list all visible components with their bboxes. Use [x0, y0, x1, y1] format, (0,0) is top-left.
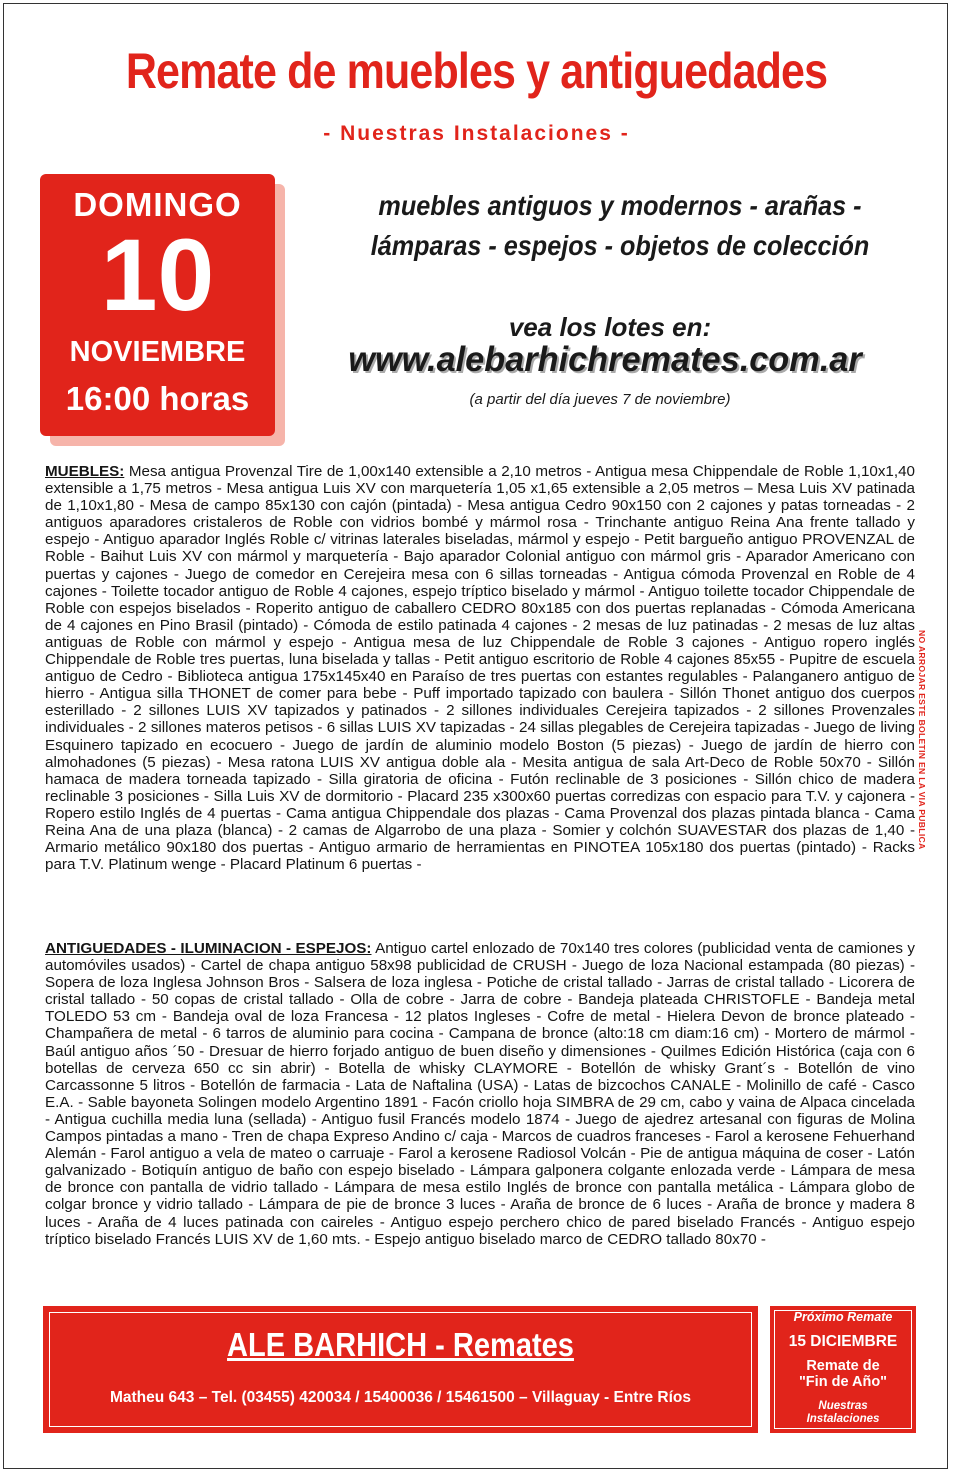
date-box [40, 174, 275, 436]
lots-prompt: vea los lotes en: [508, 312, 712, 342]
lots-url-note: (a partir del día jueves 7 de noviembre) [469, 391, 731, 408]
footer-banner [43, 1306, 758, 1433]
next-auction-event-line-2: "Fin de Año" [798, 1374, 888, 1390]
footer-title: ALE BARHICH - Remates [227, 1326, 574, 1363]
date-day: DOMINGO [73, 186, 242, 223]
page-subtitle: - Nuestras Instalaciones - [323, 122, 630, 145]
muebles-section [45, 463, 915, 873]
muebles-heading: MUEBLES: [45, 463, 125, 480]
next-auction-date: 15 DICIEMBRE [788, 1333, 898, 1350]
next-auction-place-line-1: Nuestras [818, 1400, 868, 1412]
side-note [917, 630, 933, 900]
page-title: Remate de muebles y antiguedades [125, 43, 828, 99]
muebles-text: Mesa antigua Provenzal Tire de 1,00x140 extensible a 2,10 metros - Antigua mesa Chippendale de Roble 1,10x1,40 extensible a 1,75 metros - Mesa antigua Luis XV con marquetería 1,05 x1,65 extensible a 2,05 metros – Mesa Luis XV patinada de 1,10x1,80 - Mesa de campo 85x130 con cajón (pintada) - Mesa antigua Cedro 90x150 con 2 cajones y patas torneadas - 2 antiguos aparadores cristaleros de Roble con vidrios bombé y mármol rosa - Trinchante antiguo Reina Ana frente tallado y espejo - Antiguo aparador Inglés Roble c/ vitrinas laterales biseladas, mármol y espejo - Petit bargueño antiguo PROVENZAL de Roble - Baihut Luis XV con mármol y marquetería - Bajo aparador Colonial antiguo con mármol gris - Aparador Americano con puertas y cajones - Juego de comedor en Cerejeira mesa con 6 sillas torneadas - Antigua cómoda Provenzal en Roble de 4 cajones - Toilette tocador antiguo de Roble 4 cajones, espejo tríptico biselado y mármol - Antiguo toilette tocador Chippendale de Roble con espejos biselados - Roperito antiguo de caballero CEDRO 80x185 con dos puertas replanadas - Cómoda Americana de 4 cajones en Pino Brasil (pintado) - Cómoda de estilo patinada 4 cajones - 2 mesas de luz patinadas - 2 mesas de luz altas antiguas de Roble con mármol y espejo - Antigua mesa de luz Chippendale de Roble 3 cajones - Antiguo ropero inglés Chippendale de Roble tres puertas, luna biselada y tallas - Petit antiguo escritorio de Roble 4 cajones 85x55 - Pupitre de escuela antiguo de Cedro - Biblioteca antigua 175x145x40 en Paraíso de tres puertas con estantes regulables - Palanganero antiguo de hierro - Antigua silla THONET de comer para bebe - Puff importado tapizado con baulera - Sillón Thonet antiguo dos cuerpos esterillado - 2 sillones LUIS XV tapizados y patinados - 2 sillones individuales Cerejeira tapizados - 2 sillones Provenzales individuales - 2 sillones materos petisos - 6 sillas LUIS XV tapizadas - 24 sillas plegables de Cerejeira tapizadas - Juego de living Esquinero tapizado en ecocuero - Juego de jardín de aluminio modelo Boston (5 piezas) - Juego de jardín de hierro con almohadones (5 piezas) - Mesa ratona LUIS XV antigua doble ala - Mesita antigua de sala Art-Deco de Roble 50x70 - Sillón hamaca de madera torneada tapizado - Silla giratoria de oficina - Futón reclinable de 3 posiciones - Sillón chico de madera reclinable 3 posiciones - Silla Luis XV de dormitorio - Placard 235 x300x60 puertas corredizas con espacio para T.V. y cajonera - Ropero estilo Inglés de 4 puertas - Cama antigua Chippendale dos plazas - Cama Provenzal dos plazas pintada blanca - Cama Reina Ana de una plaza (blanca) - 2 camas de Algarrobo de una plaza - Somier y colchón SUAVESTAR dos plazas de 1,40 - Armario metálico 90x180 dos puertas - Antiguo armario de herramientas en PINOTEA 105x180 dos puertas (pintado) - Racks para T.V. Platinum wenge - Placard Platinum 6 puertas - [45, 463, 915, 874]
categories-line-1: muebles antiguos y modernos - arañas - [378, 190, 862, 221]
side-note-text: NO ARROJAR ESTE BOLETIN EN LA VIA PUBLICA [917, 630, 927, 850]
date-month: NOVIEMBRE [69, 336, 246, 368]
antiguedades-text: Antiguo cartel enlozado de 70x140 tres colores (publicidad venta de camiones y automóviles usados) - Cartel de chapa antiguo 58x98 publicidad de CRUSH - Juego de loza Nacional estampada (80 piezas) - Sopera de loza Inglesa Johnson Bros - Salsera de loza inglesa - Potiche de cristal tallado - Jarras de cristal tallado - Licorera de cristal tallado - 50 copas de cristal tallado - Olla de cobre - Jarra de cobre - Bandeja plateada CHRISTOFLE - Bandeja metal TOLEDO 53 cm - Bandeja oval de loza Francesa - 12 platos Ingleses - Cofre de metal - Hielera Devon de bronce plateado - Champañera de metal - 6 tarros de aluminio para cocina - Campana de bronce (alto:18 cm diam:16 cm) - Mortero de mármol - Baúl antiguo años ´50 - Dresuar de hierro forjado antiguo de buen diseño y dimensiones - Quilmes Edición Histórica (caja con 6 botellas de cerveza 650 cc sin abrir) - Botella de whisky CLAYMORE - Botellón de whisky Grant´s - Botellón de vino Carcassonne 5 litros - Botellón de farmacia - Lata de Naftalina (USA) - Latas de bizcochos CANALE - Molinillo de café - Casco E.A. - Sable bayoneta Solingen modelo Argentino 1891 - Facón criollo hoja SIMBRA de 29 cm, cabo y vaina de Alpaca cincelada - Antigua cuchilla media luna (sellada) - Antiguo fusil Francés modelo 1874 - Juego de ajedrez artesanal con figuras de Molina Campos pintadas a mano - Tren de chapa Expreso Andino c/ caja - Marcos de cuadros franceses - Farol a kerosene Fehuerhand Alemán - Farol antiguo a vela de mateo o carruaje - Farol a kerosene Radiosol Volcán - Pie de antigua máquina de coser - Latón galvanizado - Botiquín antiguo de baño con espejo biselado - Lámpara galponera colgante enlozada verde - Lámpara de mesa de bronce con pantalla de vidrio tallado - Lámpara de mesa estilo Inglés de bronce con pantalla metálica - Lámpara globo de colgar bronce y vidrio tallado - Lámpara de pie de bronce 3 luces - Araña de bronce de 6 luces - Araña de bronce y madera 8 luces - Araña de 4 luces patinada con caireles - Antiguo espejo perchero chico de pared biselado Francés - Antiguo espejo tríptico biselado Francés LUIS XV de 1,60 mts. - Espejo antiguo biselado marco de CEDRO tallado 80x70 - [45, 940, 915, 1248]
next-auction-event-line-1: Remate de [806, 1358, 880, 1374]
categories [300, 186, 940, 266]
next-auction-label: Próximo Remate [793, 1310, 893, 1324]
categories-line-2: lámparas - espejos - objetos de colección [370, 230, 870, 261]
antiguedades-section [45, 940, 915, 1248]
next-auction-place-line-2: Instalaciones [806, 1413, 880, 1425]
footer-address: Matheu 643 – Tel. (03455) 420034 / 15400036 / 15461500 – Villaguay - Entre Ríos [109, 1389, 692, 1406]
antiguedades-heading: ANTIGUEDADES - ILUMINACION - ESPEJOS: [45, 940, 372, 957]
lots-url-link[interactable]: www.alebarhichremates.com.ar [348, 340, 862, 379]
date-number: 10 [100, 218, 215, 332]
date-time: 16:00 horas [65, 380, 250, 417]
next-auction-box [770, 1306, 916, 1433]
